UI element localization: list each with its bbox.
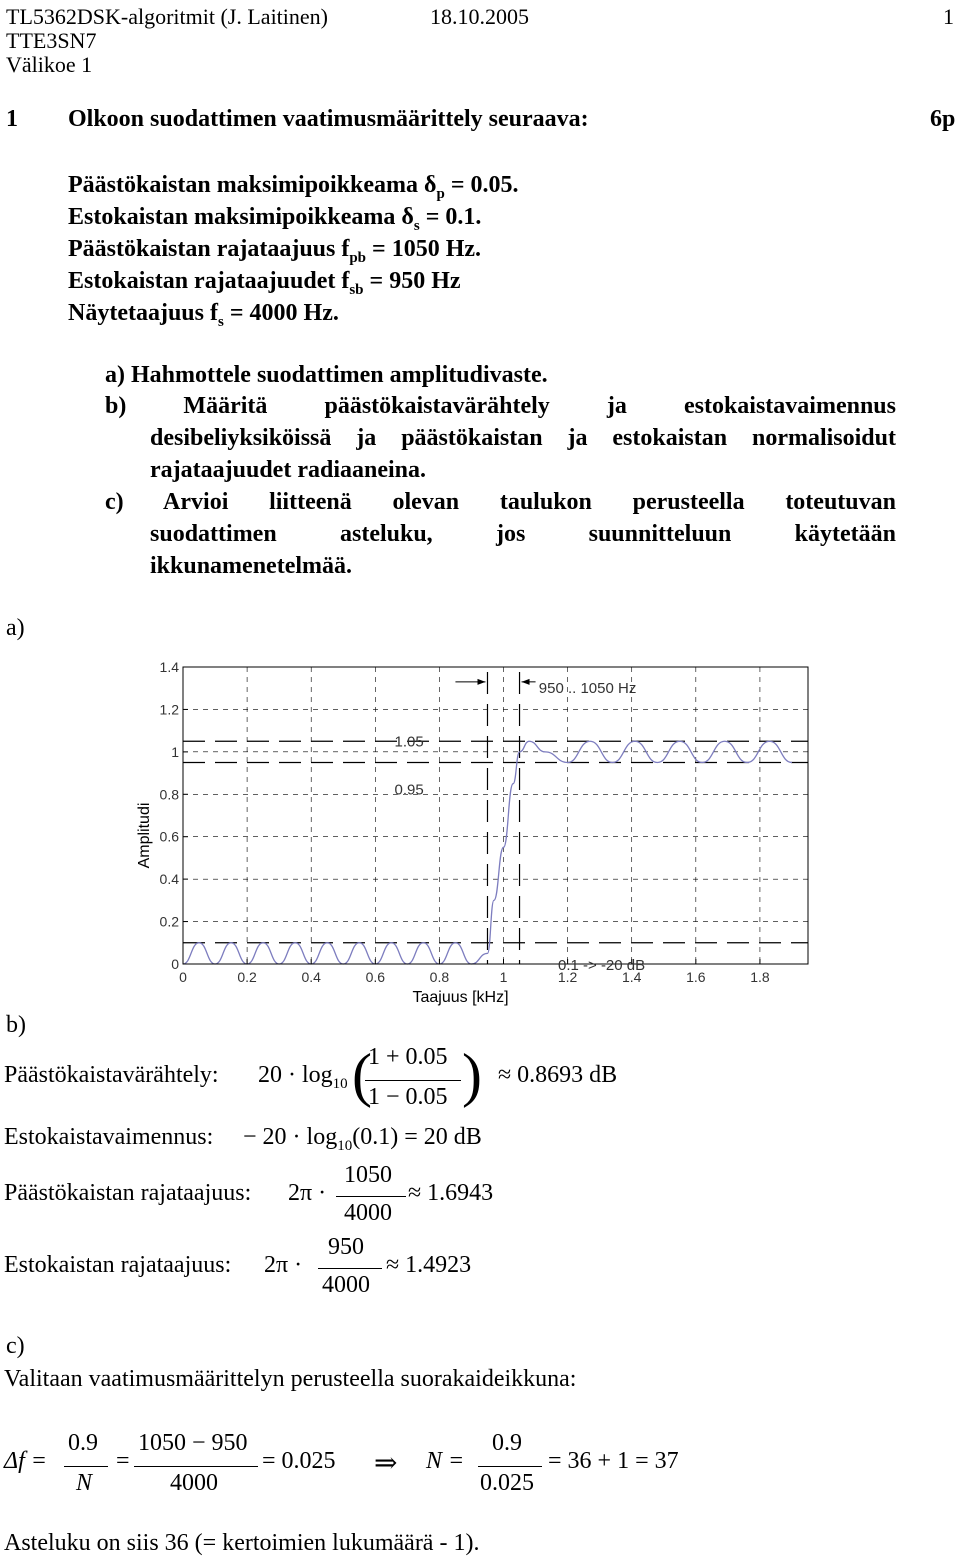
page-number: 1 xyxy=(943,4,954,29)
spec-line: Estokaistan rajataajuudet $f_{sb} = 950$ Hz xyxy=(68,268,461,298)
passband-edge-label: Päästökaistan rajataajuus: xyxy=(4,1180,252,1206)
spec-line: Näytetaajuus $f_s = 4000$ Hz. xyxy=(68,300,339,330)
band-annotation: 950 .. 1050 Hz xyxy=(538,680,637,698)
stopband-label: 0.1 -> -20 dB xyxy=(558,956,646,974)
chart-ticks xyxy=(160,659,770,985)
task-b-line1: b) Määritä päästökaistavärähtely ja estokaistavaimennus xyxy=(105,393,896,419)
course-title: TL5362DSK-algoritmit (J. Laitinen) xyxy=(6,4,328,29)
chart-x-axis-label: Taajuus [kHz] xyxy=(412,989,509,1006)
task-c-line2: suodattimen asteluku, jos suunnitteluun käytetään xyxy=(150,521,896,547)
group-code: TTE3SN7 xyxy=(6,28,97,53)
spec-line: Estokaistan maksimipoikkeama $\delta_s = 0.1$. xyxy=(68,204,482,234)
y-tick-label: 1.4 xyxy=(159,659,179,675)
y-tick-label: 0.4 xyxy=(159,871,179,888)
order-frac2-denominator: 4000 xyxy=(170,1470,218,1496)
x-tick-label: 1 xyxy=(499,969,508,985)
exam-date: 18.10.2005 xyxy=(430,4,529,29)
stopband-edge-numerator: 950 xyxy=(328,1234,364,1260)
lower-tolerance-label: 0.95 xyxy=(394,781,424,799)
x-tick-label: 0.2 xyxy=(237,969,257,985)
order-frac2-numerator: 1050 − 950 xyxy=(138,1430,248,1456)
passband-edge-coef: 2π · xyxy=(288,1180,327,1206)
x-tick-label: 1.2 xyxy=(557,969,578,985)
answer-a-label: a) xyxy=(6,615,25,641)
order-frac2-bar xyxy=(134,1466,258,1467)
equals-sign: = xyxy=(116,1448,130,1474)
y-tick-label: 0.2 xyxy=(159,913,179,930)
band-arrowhead-right xyxy=(522,679,530,685)
delta-f-result: = 0.025 xyxy=(262,1448,336,1474)
x-tick-label: 1.8 xyxy=(750,969,770,985)
chart-reference-lines xyxy=(183,672,808,964)
order-frac3-denominator: 0.025 xyxy=(480,1470,534,1496)
attenuation-label: Estokaistavaimennus: xyxy=(4,1124,214,1150)
y-tick-label: 1.2 xyxy=(159,701,179,718)
passband-edge-result: ≈ 1.6943 xyxy=(408,1180,494,1206)
stopband-edge-denominator: 4000 xyxy=(322,1272,370,1298)
x-tick-label: 0.8 xyxy=(429,969,450,985)
spec-line: Päästökaistan rajataajuus $f_{pb} = 1050$ Hz. xyxy=(68,236,482,266)
implies-arrow: ⇒ xyxy=(374,1448,398,1479)
x-tick-label: 0 xyxy=(179,969,187,985)
y-tick-label: 1 xyxy=(171,743,179,760)
chart-y-axis-label: Amplitudi xyxy=(136,802,153,869)
x-tick-label: 1.6 xyxy=(686,969,706,985)
ripple-label: Päästökaistavärähtely: xyxy=(4,1062,219,1088)
task-c-line1: c) Arvioi liitteenä olevan taulukon perusteella toteutuvan xyxy=(105,489,896,515)
order-result: = 36 + 1 = 37 xyxy=(548,1448,679,1474)
problem-points: 6p xyxy=(930,106,956,132)
y-tick-label: 0.8 xyxy=(159,786,179,803)
chart-grid xyxy=(183,667,808,964)
answer-c-label: c) xyxy=(6,1333,25,1359)
window-choice-text: Valitaan vaatimusmäärittelyn perusteella suorakaideikkuna: xyxy=(4,1366,577,1392)
band-arrowhead-left xyxy=(477,679,485,685)
y-tick-label: 0.6 xyxy=(159,828,179,845)
attenuation-expression: − $20 \cdot \log_{10}(0.1) = 20$ dB xyxy=(243,1124,482,1154)
exam-name: Välikoe 1 xyxy=(6,52,93,77)
amplitude-response-chart xyxy=(0,650,960,1020)
problem-intro: Olkoon suodattimen vaatimusmäärittely seuraava: xyxy=(68,106,589,132)
x-tick-label: 1.4 xyxy=(621,969,642,985)
task-b-line3: rajataajuudet radiaaneina. xyxy=(150,457,426,483)
passband-edge-numerator: 1050 xyxy=(344,1162,392,1188)
task-c-line3: ikkunamenetelmää. xyxy=(150,553,353,579)
stopband-edge-fraction-bar xyxy=(318,1268,382,1269)
ripple-paren-open: ( xyxy=(352,1042,372,1108)
passband-edge-denominator: 4000 xyxy=(344,1200,392,1226)
y-tick-label: 0 xyxy=(171,956,179,972)
upper-tolerance-label: 1.05 xyxy=(394,733,424,751)
order-frac1-denominator: N xyxy=(76,1470,93,1496)
passband-edge-fraction-bar xyxy=(336,1196,406,1197)
n-equals: N = xyxy=(426,1448,465,1474)
task-b-line2: desibeliyksiköissä ja päästökaistan ja estokaistan normalisoidut xyxy=(150,425,896,451)
conclusion-text: Asteluku on siis 36 (= kertoimien lukumäärä - 1). xyxy=(4,1530,480,1556)
order-frac3-numerator: 0.9 xyxy=(492,1430,522,1456)
order-frac3-bar xyxy=(478,1466,542,1467)
ripple-denominator: 1 − 0.05 xyxy=(368,1084,448,1110)
order-frac1-bar xyxy=(64,1466,108,1467)
x-tick-label: 0.4 xyxy=(301,969,321,985)
answer-b-label: b) xyxy=(6,1012,26,1038)
ripple-result: ≈ 0.8693 dB xyxy=(498,1062,618,1088)
spec-line: Päästökaistan maksimipoikkeama $\delta_p = 0.05$. xyxy=(68,172,519,202)
stopband-edge-coef: 2π · xyxy=(264,1252,303,1278)
order-frac1-numerator: 0.9 xyxy=(68,1430,98,1456)
stopband-edge-result: ≈ 1.4923 xyxy=(386,1252,472,1278)
chart-frame xyxy=(183,667,808,964)
ripple-paren-close: ) xyxy=(462,1042,482,1108)
x-tick-label: 0.6 xyxy=(365,969,386,985)
task-a: a) Hahmottele suodattimen amplitudivaste. xyxy=(105,362,548,388)
stopband-edge-label: Estokaistan rajataajuus: xyxy=(4,1252,232,1278)
problem-number: 1 xyxy=(6,106,18,132)
ripple-numerator: 1 + 0.05 xyxy=(368,1044,448,1070)
ripple-fraction-bar xyxy=(365,1080,461,1081)
delta-f: Δf = xyxy=(4,1448,47,1474)
ripple-coef: $20 \cdot \log_{10}$ xyxy=(258,1062,348,1092)
